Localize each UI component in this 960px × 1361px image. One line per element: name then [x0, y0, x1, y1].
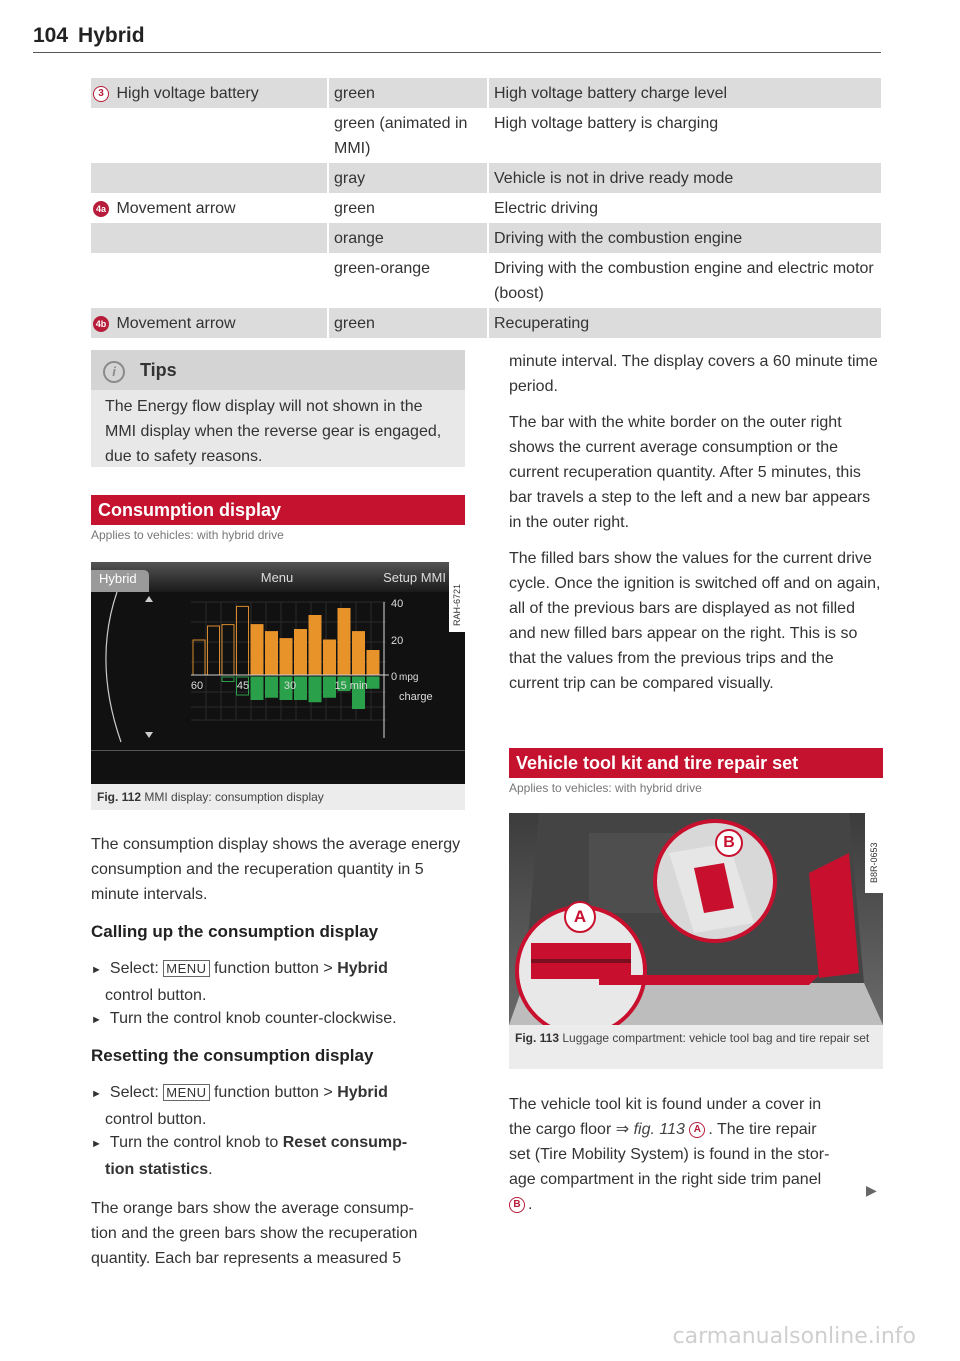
bottom-divider: [91, 750, 465, 751]
arrow-down-icon: [145, 732, 153, 738]
luggage-figure: [509, 813, 883, 1025]
left-arc: [106, 592, 121, 742]
table-cell: [91, 108, 327, 163]
table-cell: [91, 253, 327, 308]
x-label-30: 30: [283, 680, 297, 692]
x-label-45: 45: [236, 680, 250, 692]
figure-code: B8R-0653: [869, 842, 879, 883]
page-header: [33, 24, 145, 48]
caption-text: Luggage compartment: vehicle tool bag and tire repair set: [562, 1031, 870, 1045]
tips-title: Tips: [140, 360, 177, 380]
text-span: . The tire repair: [708, 1121, 817, 1138]
orange-bar: [353, 632, 365, 675]
green-bar: [222, 677, 234, 682]
calling-step-1: [91, 956, 465, 1008]
y-label-0: 0: [391, 671, 398, 683]
callout-badge: B: [509, 1197, 525, 1213]
menu-key: MENU: [163, 960, 209, 977]
orange-bar: [193, 640, 205, 675]
indicator-table: [91, 78, 881, 338]
table-cell: High voltage battery is charging: [487, 108, 881, 163]
x-label-15: 15 min: [334, 680, 368, 692]
hybrid-tab-label: Hybrid: [99, 571, 137, 586]
caption-label: Fig. 113: [515, 1031, 560, 1045]
continue-arrow-icon: ▶: [866, 1182, 877, 1198]
table-cell: green: [327, 78, 487, 108]
tips-text: The Energy flow display will not shown in the MMI display when the reverse gear is engaged, due to safety reasons.: [105, 398, 442, 465]
table-cell: [91, 163, 327, 193]
green-bar: [266, 677, 278, 697]
menu-key: MENU: [163, 1084, 209, 1101]
step-bold: Reset consump-: [282, 1134, 408, 1151]
step-text: Turn the control knob counter-clockwise.: [109, 1010, 397, 1027]
mmi-display-svg: [91, 562, 465, 784]
step-text: function button >: [209, 1084, 338, 1101]
orange-bar: [338, 609, 350, 676]
green-bar: [295, 677, 307, 700]
table-cell: green-orange: [327, 253, 487, 308]
consumption-heading: Consumption display: [91, 495, 465, 525]
filled-bars-paragraph: The filled bars show the values for the current drive cycle. Once the ignition is switched off and on again, all of the previous bars are displayed as not filled and new filled bars appear on the right. This is so that the values from the previous trips and the current trip can be compared visually.: [509, 550, 881, 692]
orange-bar: [251, 625, 263, 675]
consumption-applies: Applies to vehicles: with hybrid drive: [91, 528, 284, 542]
figure-code: RAH-6721: [452, 583, 462, 626]
table-row: [91, 78, 881, 108]
step-text: control button.: [105, 987, 207, 1004]
reset-heading: Resetting the consumption display: [91, 1046, 374, 1065]
bars-paragraph: [91, 1196, 465, 1271]
callout-badge: A: [689, 1122, 705, 1138]
bullet-arrow-icon: ►: [91, 1138, 102, 1150]
step-bold: Hybrid: [337, 1084, 388, 1101]
info-icon: i: [103, 361, 125, 383]
text-line: tion and the green bars show the recuperation: [91, 1225, 418, 1242]
unit-label: mpg: [399, 672, 419, 683]
table-cell: Electric driving: [487, 193, 881, 223]
table-row: [91, 308, 881, 338]
table-cell: [91, 308, 327, 338]
table-cell: [91, 193, 327, 223]
interval-paragraph: minute interval. The display covers a 60 minute time period.: [509, 353, 878, 395]
step-text: Select:: [109, 1084, 164, 1101]
text-line: The orange bars show the average consump-: [91, 1200, 414, 1217]
table-cell: High voltage battery charge level: [487, 78, 881, 108]
header-rule: [33, 52, 881, 53]
text-line: quantity. Each bar represents a measured 5: [91, 1250, 402, 1267]
caption-text: MMI display: consumption display: [144, 790, 324, 804]
charge-label: charge: [399, 691, 433, 703]
table-cell: green: [327, 193, 487, 223]
orange-bar: [208, 626, 220, 675]
table-cell: [91, 78, 327, 108]
calling-step-2: [91, 1006, 465, 1033]
toolkit-applies: Applies to vehicles: with hybrid drive: [509, 781, 702, 795]
menu-label: Menu: [260, 570, 294, 585]
calling-heading: Calling up the consumption display: [91, 922, 379, 941]
orange-bar: [266, 632, 278, 675]
callout-badge: 3: [93, 86, 109, 102]
setup-label: Setup MMI: [383, 570, 446, 585]
caption-label: Fig. 112: [97, 790, 142, 804]
item-label: High voltage battery: [116, 85, 259, 102]
figure-link[interactable]: ⇒ fig. 113: [615, 1121, 685, 1138]
orange-bar: [309, 616, 321, 676]
step-text: Select:: [109, 960, 164, 977]
green-bar: [367, 677, 379, 688]
bullet-arrow-icon: ►: [91, 1014, 102, 1026]
white-border-paragraph: The bar with the white border on the outer right shows the current average consumption or the current recuperation quantity. After 5 minutes, this bar travels a step to the left and a new bar appears in the outer right.: [509, 414, 871, 531]
step-text: Turn the control knob to: [109, 1134, 283, 1151]
text-line: B .: [509, 1192, 883, 1217]
table-row: [91, 253, 881, 308]
step-bold: Hybrid: [337, 960, 388, 977]
y-label-40: 40: [391, 598, 404, 610]
orange-bar: [295, 630, 307, 676]
table-cell: green (animated in MMI): [327, 108, 487, 163]
text-line: age compartment in the right side trim panel: [509, 1171, 822, 1188]
green-bar: [251, 677, 263, 700]
callout-badge: 4a: [93, 201, 109, 217]
text-line: set (Tire Mobility System) is found in the stor-: [509, 1146, 830, 1163]
text-line: [509, 1117, 883, 1142]
table-cell: [91, 223, 327, 253]
bullet-arrow-icon: ►: [91, 964, 102, 976]
table-cell: Recuperating: [487, 308, 881, 338]
callout-a: A: [564, 901, 596, 933]
page-number: 104: [33, 24, 69, 47]
orange-bar: [222, 625, 234, 675]
table-row: [91, 193, 881, 223]
x-label-60: 60: [190, 680, 204, 692]
text-span: the cargo floor: [509, 1121, 616, 1138]
floor-cover: [599, 975, 819, 985]
table-cell: orange: [327, 223, 487, 253]
figure-caption-113: [509, 1025, 883, 1069]
toolkit-heading: Vehicle tool kit and tire repair set: [509, 748, 883, 778]
step-text: function button >: [209, 960, 338, 977]
callout-b: B: [715, 829, 743, 857]
step-bold: tion statistics: [105, 1161, 209, 1178]
table-cell: Driving with the combustion engine: [487, 223, 881, 253]
table-row: [91, 163, 881, 193]
item-label: Movement arrow: [116, 315, 236, 332]
y-label-20: 20: [391, 635, 404, 647]
reset-step-1: [91, 1080, 465, 1132]
table-cell: Vehicle is not in drive ready mode: [487, 163, 881, 193]
table-row: [91, 108, 881, 163]
bullet-arrow-icon: ►: [91, 1088, 102, 1100]
consumption-intro: The consumption display shows the average energy consumption and the recuperation quantity in 5 minute intervals.: [91, 836, 461, 903]
orange-bar: [280, 639, 292, 675]
item-label: Movement arrow: [116, 200, 236, 217]
mmi-figure: [91, 562, 465, 784]
table-row: [91, 223, 881, 253]
watermark: carmanualsonline.info: [672, 1324, 916, 1349]
callout-badge: 4b: [93, 316, 109, 332]
text-line: The vehicle tool kit is found under a cover in: [509, 1096, 822, 1113]
section-title: Hybrid: [78, 24, 145, 47]
green-bar: [309, 677, 321, 702]
step-text: control button.: [105, 1111, 207, 1128]
figure-caption-112: [91, 784, 465, 810]
arrow-up-icon: [145, 596, 153, 602]
orange-bar: [367, 651, 379, 676]
step-text: .: [208, 1161, 213, 1178]
table-cell: green: [327, 308, 487, 338]
orange-bar: [237, 606, 249, 675]
orange-bar: [324, 640, 336, 675]
reset-step-2: [91, 1130, 465, 1182]
table-cell: Driving with the combustion engine and electric motor (boost): [487, 253, 881, 308]
toolkit-paragraph: [509, 1092, 883, 1217]
table-cell: gray: [327, 163, 487, 193]
